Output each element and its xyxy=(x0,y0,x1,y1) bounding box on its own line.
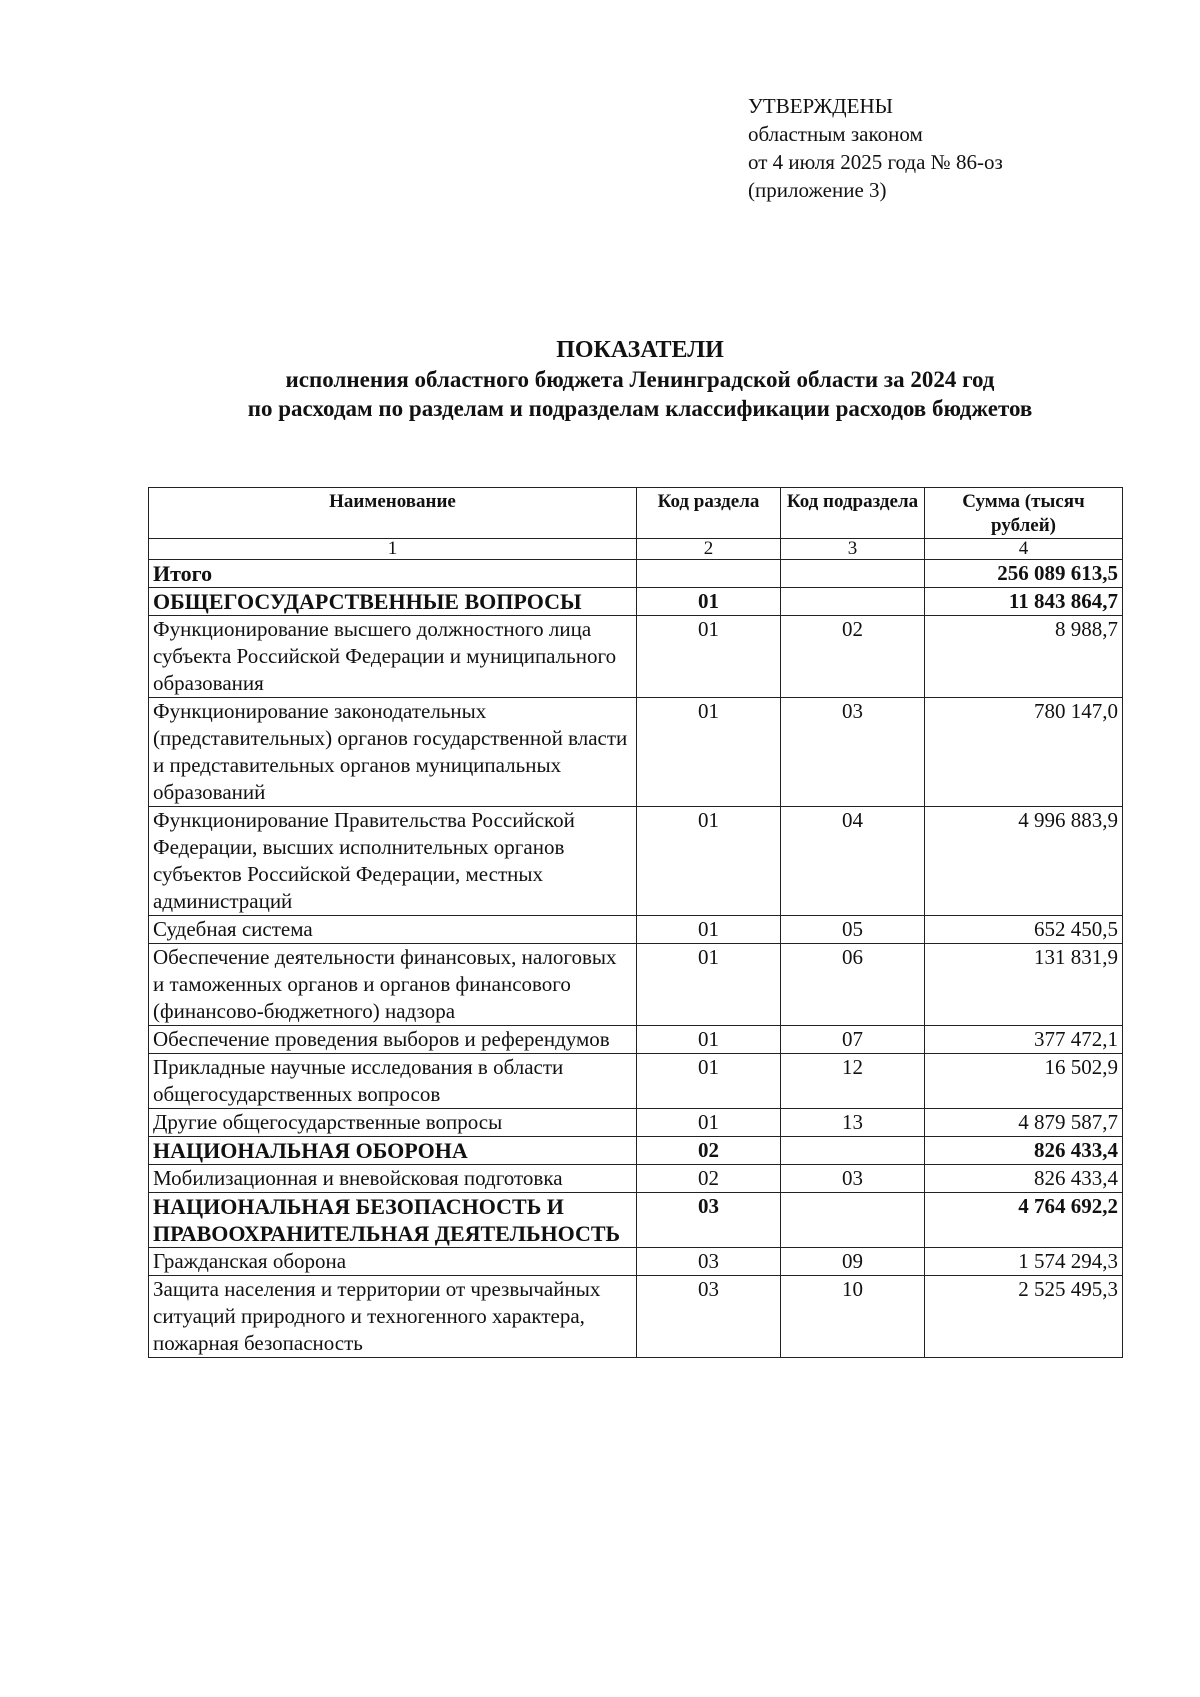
row-section-code: 02 xyxy=(637,1137,781,1165)
table-row xyxy=(149,1109,1123,1137)
table-row xyxy=(149,916,1123,944)
row-section-code: 01 xyxy=(637,588,781,616)
table-row xyxy=(149,588,1123,616)
approval-stamp xyxy=(748,92,1003,204)
row-amount: 256 089 613,5 xyxy=(925,560,1123,588)
row-amount: 16 502,9 xyxy=(925,1054,1123,1109)
row-name: Судебная система xyxy=(149,916,637,944)
approval-line: от 4 июля 2025 года № 86-оз xyxy=(748,150,1003,174)
column-number: 2 xyxy=(637,539,781,560)
row-name: Обеспечение деятельности финансовых, налоговых и таможенных органов и органов финансового (финансово-бюджетного) надзора xyxy=(149,944,637,1026)
row-section-code: 03 xyxy=(637,1248,781,1276)
header-name: Наименование xyxy=(149,488,637,539)
row-section-code: 01 xyxy=(637,1109,781,1137)
row-subsection-code xyxy=(781,1193,925,1248)
row-section-code: 01 xyxy=(637,616,781,698)
row-subsection-code xyxy=(781,560,925,588)
row-subsection-code: 02 xyxy=(781,616,925,698)
row-amount: 652 450,5 xyxy=(925,916,1123,944)
row-section-code xyxy=(637,560,781,588)
table-row xyxy=(149,807,1123,916)
header-section: Код раздела xyxy=(637,488,781,539)
row-amount: 1 574 294,3 xyxy=(925,1248,1123,1276)
table-body xyxy=(149,560,1123,1358)
row-section-code: 02 xyxy=(637,1165,781,1193)
table-row xyxy=(149,1248,1123,1276)
row-subsection-code: 07 xyxy=(781,1026,925,1054)
row-subsection-code: 09 xyxy=(781,1248,925,1276)
row-amount: 4 879 587,7 xyxy=(925,1109,1123,1137)
header-amount: Сумма (тысяч рублей) xyxy=(925,488,1123,539)
row-amount: 8 988,7 xyxy=(925,616,1123,698)
row-subsection-code xyxy=(781,588,925,616)
row-name: Итого xyxy=(149,560,637,588)
row-amount: 4 764 692,2 xyxy=(925,1193,1123,1248)
row-subsection-code: 06 xyxy=(781,944,925,1026)
row-section-code: 01 xyxy=(637,1026,781,1054)
table-row xyxy=(149,560,1123,588)
approval-line: УТВЕРЖДЕНЫ xyxy=(748,94,893,118)
row-subsection-code: 13 xyxy=(781,1109,925,1137)
row-name: Функционирование законодательных (представительных) органов государственной власти и представительных органов муниципальных образований xyxy=(149,698,637,807)
row-name: НАЦИОНАЛЬНАЯ ОБОРОНА xyxy=(149,1137,637,1165)
row-section-code: 03 xyxy=(637,1193,781,1248)
title-subtitle: по расходам по разделам и подразделам классификации расходов бюджетов xyxy=(247,396,1033,421)
row-amount: 11 843 864,7 xyxy=(925,588,1123,616)
column-number: 1 xyxy=(149,539,637,560)
document-title xyxy=(0,336,1200,423)
row-name: Функционирование Правительства Российской Федерации, высших исполнительных органов субъектов Российской Федерации, местных администраций xyxy=(149,807,637,916)
table-row xyxy=(149,1165,1123,1193)
row-amount: 4 996 883,9 xyxy=(925,807,1123,916)
row-name: Обеспечение проведения выборов и референдумов xyxy=(149,1026,637,1054)
row-amount: 826 433,4 xyxy=(925,1137,1123,1165)
row-subsection-code: 05 xyxy=(781,916,925,944)
row-amount: 131 831,9 xyxy=(925,944,1123,1026)
row-amount: 2 525 495,3 xyxy=(925,1276,1123,1358)
table-row xyxy=(149,616,1123,698)
budget-table xyxy=(148,487,1123,1358)
row-section-code: 01 xyxy=(637,698,781,807)
row-subsection-code: 04 xyxy=(781,807,925,916)
header-subsection: Код подраздела xyxy=(781,488,925,539)
row-subsection-code: 10 xyxy=(781,1276,925,1358)
row-name: Мобилизационная и вневойсковая подготовка xyxy=(149,1165,637,1193)
row-name: Другие общегосударственные вопросы xyxy=(149,1109,637,1137)
row-name: Прикладные научные исследования в области общегосударственных вопросов xyxy=(149,1054,637,1109)
row-section-code: 01 xyxy=(637,944,781,1026)
column-number-row xyxy=(149,539,1123,560)
row-amount: 780 147,0 xyxy=(925,698,1123,807)
title-subtitle: исполнения областного бюджета Ленинградской области за 2024 год xyxy=(285,367,995,392)
table-header-row xyxy=(149,488,1123,539)
table-row xyxy=(149,1026,1123,1054)
table-row xyxy=(149,698,1123,807)
approval-line: областным законом xyxy=(748,122,923,146)
row-subsection-code xyxy=(781,1137,925,1165)
row-subsection-code: 03 xyxy=(781,698,925,807)
row-name: Функционирование высшего должностного лица субъекта Российской Федерации и муниципального образования xyxy=(149,616,637,698)
row-section-code: 01 xyxy=(637,807,781,916)
table-row xyxy=(149,1276,1123,1358)
row-amount: 826 433,4 xyxy=(925,1165,1123,1193)
table-row xyxy=(149,1054,1123,1109)
approval-line: (приложение 3) xyxy=(748,178,887,202)
row-amount: 377 472,1 xyxy=(925,1026,1123,1054)
row-name: ОБЩЕГОСУДАРСТВЕННЫЕ ВОПРОСЫ xyxy=(149,588,637,616)
table-row xyxy=(149,1193,1123,1248)
table-row xyxy=(149,944,1123,1026)
row-section-code: 03 xyxy=(637,1276,781,1358)
row-name: Гражданская оборона xyxy=(149,1248,637,1276)
column-number: 3 xyxy=(781,539,925,560)
column-number: 4 xyxy=(925,539,1123,560)
table-row xyxy=(149,1137,1123,1165)
row-section-code: 01 xyxy=(637,1054,781,1109)
row-name: Защита населения и территории от чрезвычайных ситуаций природного и техногенного характера, пожарная безопасность xyxy=(149,1276,637,1358)
title-main: ПОКАЗАТЕЛИ xyxy=(556,337,724,363)
row-section-code: 01 xyxy=(637,916,781,944)
row-subsection-code: 03 xyxy=(781,1165,925,1193)
row-name: НАЦИОНАЛЬНАЯ БЕЗОПАСНОСТЬ И ПРАВООХРАНИТЕЛЬНАЯ ДЕЯТЕЛЬНОСТЬ xyxy=(149,1193,637,1248)
row-subsection-code: 12 xyxy=(781,1054,925,1109)
